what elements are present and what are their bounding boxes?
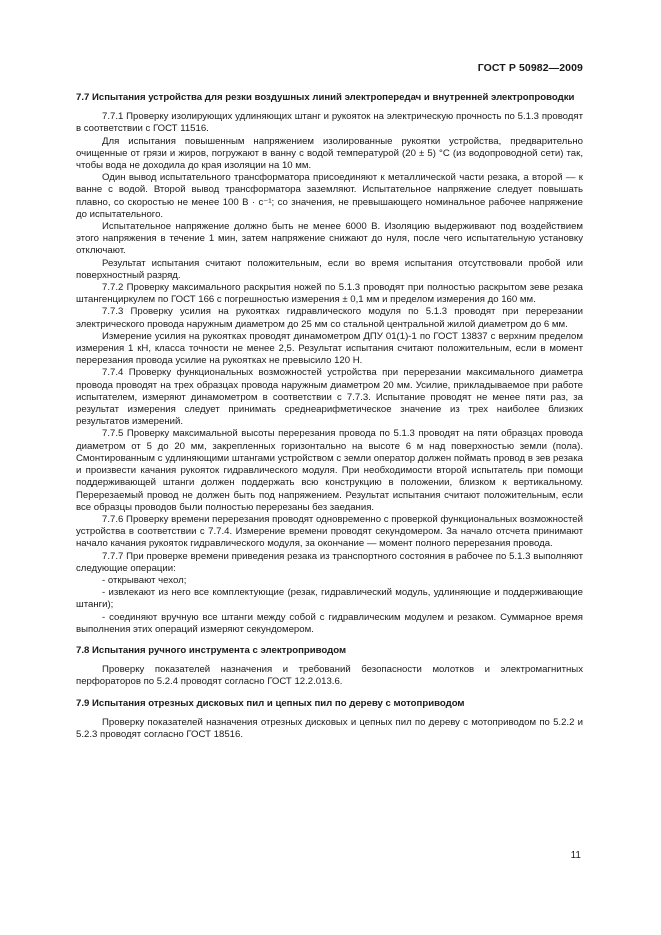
paragraph: 7.7.6 Проверку времени перерезания проводят одновременно с проверкой функциональных возможностей устройства в соответствии с 7.7.4. Измерение времени проводят секундомером. За начало отсчета принимают начало качания рукояток гидравлического модуля, за окончание — момент полного перерезания провода. [76,513,583,550]
paragraph: Проверку показателей назначения и требований безопасности молотков и электромагнитных перфораторов по 5.2.4 проводят согласно ГОСТ 12.2.013.6. [76,664,583,688]
paragraph: Для испытания повышенным напряжением изолированные рукоятки устройства, предварительно очищенные от грязи и жиров, погружают в ванну с водой температурой (20 ± 5) °С (из водопроводной сети) так, чтобы вода не доходила до края изоляции на 10 мм. [76,135,583,172]
document-body [76,92,583,741]
paragraph: 7.7.2 Проверку максимального раскрытия ножей по 5.1.3 проводят при полностью раскрытом зеве резака штангенциркулем по ГОСТ 166 с погрешностью измерения ± 0,1 мм и пределом измерения до 160 мм. [76,282,583,306]
paragraph: Один вывод испытательного трансформатора присоединяют к металлической части резака, а второй — к ванне с водой. Второй вывод трансформатора заземляют. Испытательное напряжение следует повышать плавно, со скоростью не менее 100 В · с⁻¹; со значения, не превышающего номинальное рабочее напряжение до испытательного. [76,172,583,220]
paragraph: Измерение усилия на рукоятках проводят динамометром ДПУ 01(1)-1 по ГОСТ 13837 с верхним пределом измерения 1 кН, класса точности не менее 2,5. Результат испытания считают положительным, если в момент перерезания провода усилие на рукоятках не превысило 120 Н. [76,330,583,367]
paragraph: 7.7.7 При проверке времени приведения резака из транспортного состояния в рабочее по 5.1.3 выполняют следующие операции: [76,550,583,574]
paragraph: 7.7.1 Проверку изолирующих удлиняющих штанг и рукояток на электрическую прочность по 5.1.3 проводят в соответствии с ГОСТ 11516. [76,111,583,135]
paragraph: 7.7.4 Проверку функциональных возможностей устройства при перерезании максимального диаметра провода проводят на трех образцах провода наружным диаметром 20 мм. Усилие, прикладываемое при работе испытателем, измеряют динамометром в соответствии с 7.7.3. Испытание проводят не менее пяти раз, за результат измерения следует принимать среднеарифметическое значение из трех наиболее близких результатов измерений. [76,367,583,428]
paragraph: Результат испытания считают положительным, если во время испытания отсутствовали пробой или поверхностный разряд. [76,257,583,281]
section-7-8-heading: 7.8 Испытания ручного инструмента с электроприводом [76,644,347,656]
paragraph: Испытательное напряжение должно быть не менее 6000 В. Изоляцию выдерживают под воздействием этого напряжения в течение 1 мин, затем напряжение снижают до нуля, после чего испытательную установку отключают. [76,221,583,257]
list-item: - соединяют вручную все штанги между собой с гидравлическим модулем и резаком. Суммарное время выполнения этих операций измеряют секундомером. [76,611,583,635]
paragraph: 7.7.3 Проверку усилия на рукоятках гидравлического модуля по 5.1.3 проводят при перерезании электрического провода наружным диаметром до 25 мм со стальной центральной жилой диаметром до 6 мм. [76,306,583,330]
paragraph: Проверку показателей назначения отрезных дисковых и цепных пил по дереву с мотоприводом по 5.2.2 и 5.2.3 проводят согласно ГОСТ 18516. [76,716,583,740]
paragraph: 7.7.5 Проверку максимальной высоты перерезания провода по 5.1.3 проводят на пяти образцах провода диаметром от 5 до 20 мм, закрепленных горизонтально на высоте 6 м над поверхностью земли (пола). Смонтированным с удлиняющими штангами устройством с земли оператор должен поймать провод в зев резака и произвести качания рукояток гидравлического модуля. При необходимости второй испытатель при помощи поддерживающей штанги должен поддержать всю конструкцию в положении, близком к вертикальному. Перерезаемый провод не должен быть под напряжением. Результат испытания считают положительным, если все образцы проводов были полностью перерезаны без заедания. [76,428,583,513]
list-item: - извлекают из него все комплектующие (резак, гидравлический модуль, удлиняющие и поддерживающие штанги); [76,587,583,611]
section-7-7-heading: 7.7 Испытания устройства для резки воздушных линий электропередач и внутренней электропроводки [76,92,575,103]
page-number: 11 [570,850,581,861]
document-code: ГОСТ Р 50982—2009 [477,62,583,74]
section-7-9-heading: 7.9 Испытания отрезных дисковых пил и цепных пил по дереву с мотоприводом [76,697,465,709]
list-item: - открывают чехол; [102,574,187,586]
